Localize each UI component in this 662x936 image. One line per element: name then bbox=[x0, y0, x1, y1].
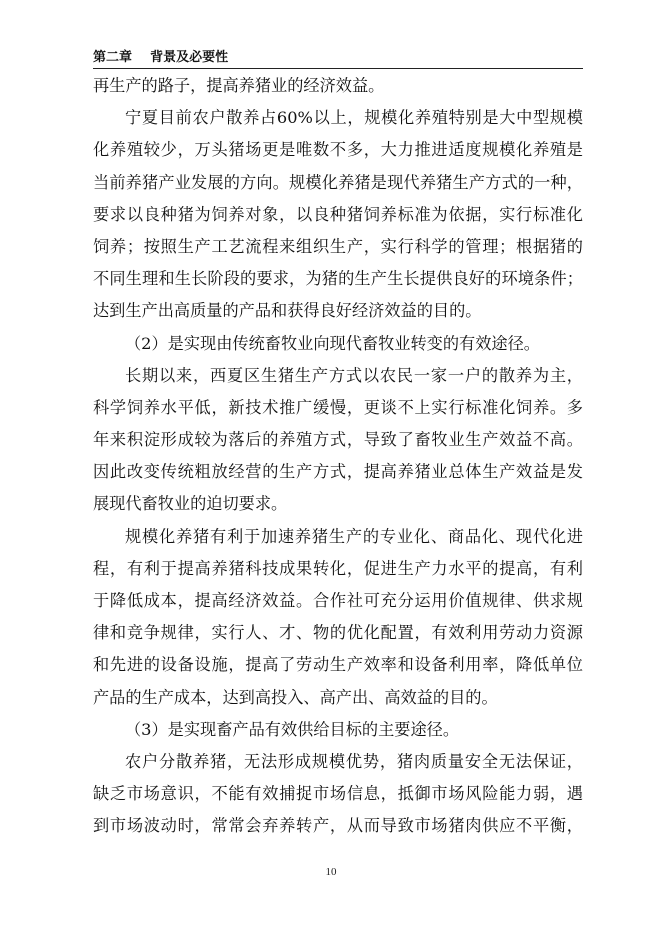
text-line: 饲养；按照生产工艺流程来组织生产，实行科学的管理；根据猪的 bbox=[93, 236, 583, 256]
section-heading: （3）是实现畜产品有效供给目标的主要途径。 bbox=[125, 719, 460, 739]
text-line: 展现代畜牧业的迫切要求。 bbox=[93, 494, 288, 514]
text-line: 律和竞争规律，实行人、才、物的优化配置，有效利用劳动力资源 bbox=[93, 623, 583, 643]
text-line: 长期以来，西夏区生猪生产方式以农民一家一户的散养为主， bbox=[125, 365, 583, 385]
text-line: 缺乏市场意识，不能有效捕捉市场信息，抵御市场风险能力弱，遇 bbox=[93, 784, 583, 804]
chapter-number: 第二章 bbox=[93, 50, 133, 65]
running-header bbox=[93, 46, 228, 65]
text-line: 要求以良种猪为饲养对象，以良种猪饲养标准为依据，实行标准化 bbox=[93, 204, 583, 224]
text-line: 科学饲养水平低，新技术推广缓慢，更谈不上实行标准化饲养。多 bbox=[93, 397, 583, 417]
text-line: 宁夏目前农户散养占60%以上，规模化养殖特别是大中型规模 bbox=[125, 108, 583, 128]
text-line: 再生产的路子，提高养猪业的经济效益。 bbox=[93, 76, 385, 95]
text-line: 化养殖较少，万头猪场更是唯数不多，大力推进适度规模化养殖是 bbox=[93, 140, 583, 160]
text-line: 不同生理和生长阶段的要求，为猪的生产生长提供良好的环境条件； bbox=[93, 269, 583, 289]
text-line: 年来积淀形成较为落后的养殖方式，导致了畜牧业生产效益不高。 bbox=[93, 430, 583, 450]
text-line: 农户分散养猪，无法形成规模优势，猪肉质量安全无法保证， bbox=[125, 751, 583, 771]
chapter-title: 背景及必要性 bbox=[150, 50, 229, 65]
text-line: 规模化养猪有利于加速养猪生产的专业化、商品化、现代化进 bbox=[125, 526, 583, 546]
text-line: 程，有利于提高养猪科技成果转化，促进生产力水平的提高，有利 bbox=[93, 558, 583, 578]
text-line: 当前养猪产业发展的方向。规模化养猪是现代养猪生产方式的一种， bbox=[93, 172, 583, 192]
text-line: 和先进的设备设施，提高了劳动生产效率和设备利用率，降低单位 bbox=[93, 655, 583, 675]
text-line: 达到生产出高质量的产品和获得良好经济效益的目的。 bbox=[93, 301, 482, 321]
section-heading: （2）是实现由传统畜牧业向现代畜牧业转变的有效途径。 bbox=[125, 333, 540, 353]
text-line: 于降低成本，提高经济效益。合作社可充分运用价值规律、供求规 bbox=[93, 591, 583, 610]
text-line: 因此改变传统粗放经营的生产方式，提高养猪业总体生产效益是发 bbox=[93, 462, 583, 482]
body-text bbox=[93, 70, 583, 843]
text-line: 到市场波动时，常常会弃养转产，从而导致市场猪肉供应不平衡， bbox=[93, 816, 583, 836]
text-line: 产品的生产成本，达到高投入、高产出、高效益的目的。 bbox=[93, 687, 498, 707]
header-divider bbox=[93, 68, 583, 69]
page-number: 10 bbox=[325, 866, 337, 878]
